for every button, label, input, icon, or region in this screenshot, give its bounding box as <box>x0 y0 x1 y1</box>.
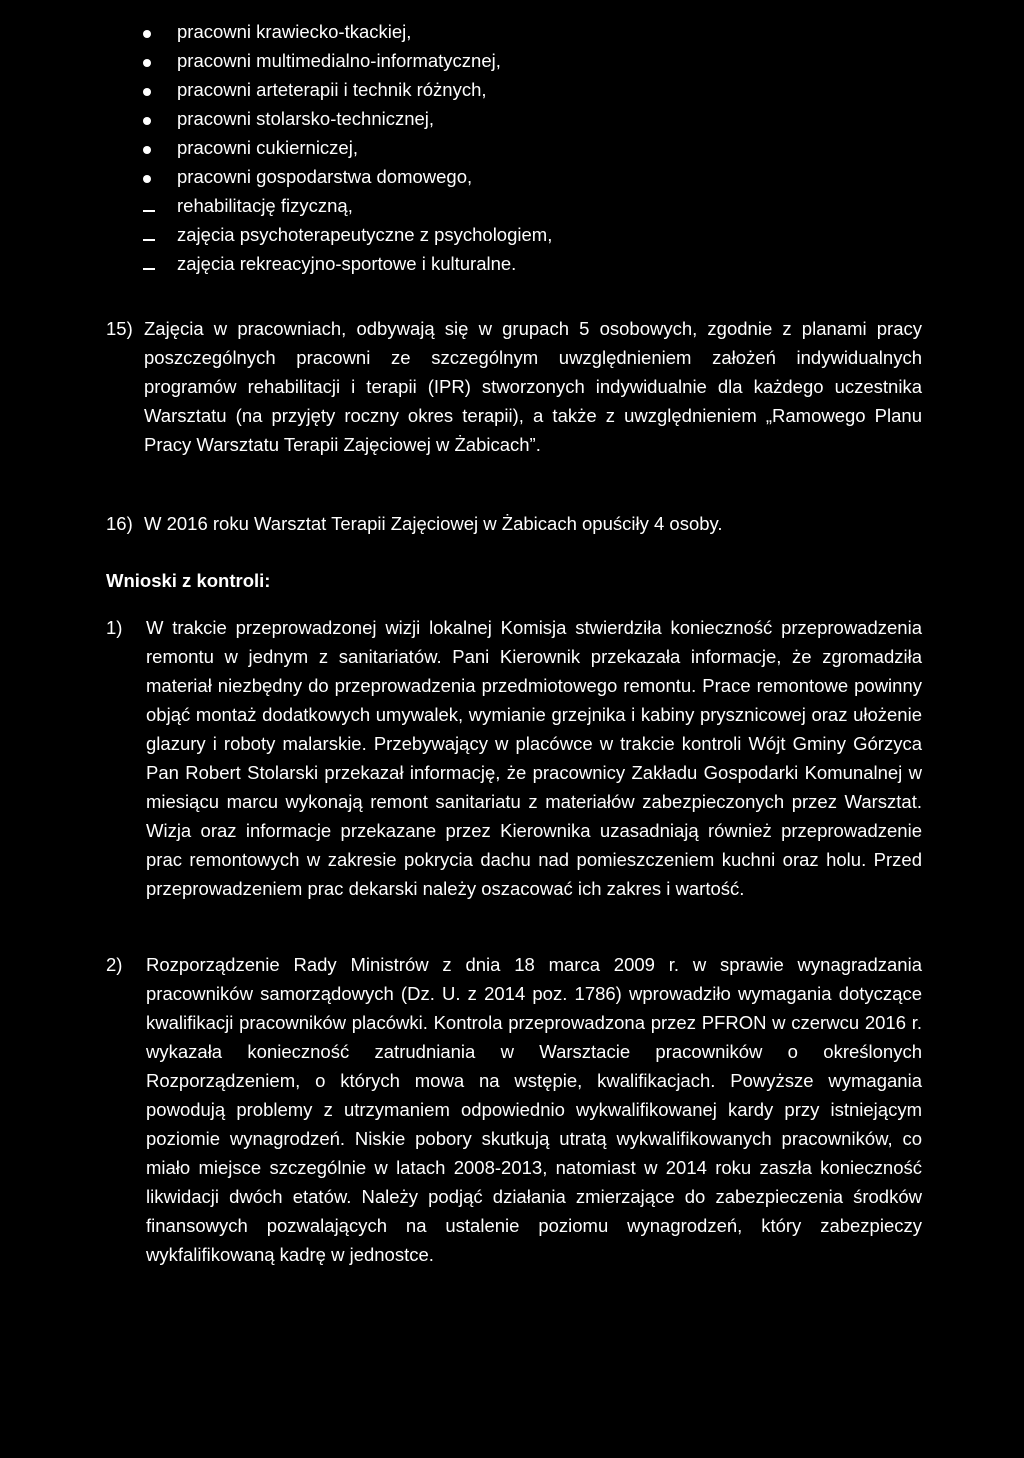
point-text: W 2016 roku Warsztat Terapii Zajęciowej w Żabicach opuściły 4 osoby. <box>144 513 723 534</box>
list-item <box>0 133 1024 162</box>
list-item <box>0 104 1024 133</box>
bullet-icon <box>143 46 163 75</box>
point-15 <box>106 314 922 459</box>
bullet-icon <box>143 162 163 191</box>
conclusion-2 <box>106 950 922 1269</box>
conclusion-text: Rozporządzenie Rady Ministrów z dnia 18 marca 2009 r. w sprawie wynagradzania pracowników samorządowych (Dz. U. z 2014 poz. 1786) wprowadziło wymagania dotyczące kwalifikacji pracowników placówki. Kontrola przeprowadzona przez PFRON w czerwcu 2016 r. wykazała konieczność zatrudniania w Warsztacie pracowników o określonych Rozporządzeniem, o których mowa na wstępie, kwalifikacjach. Powyższe wymagania powodują problemy z utrzymaniem odpowiednio wykwalifikowanej kardy przy istniejącym poziomie wynagrodzeń. Niskie pobory skutkują utratą wykwalifikowanych pracowników, co miało miejsce szczególnie w latach 2008-2013, natomiast w 2014 roku zaszła konieczność likwidacji dwóch etatów. Należy podjąć działania zmierzające do zabezpieczenia środków finansowych pozwalających na ustalenie poziomu wynagrodzeń, który zabezpieczy wykfalifikowaną kadrę w jednostce. <box>146 954 922 1265</box>
list-item-text: pracowni multimedialno-informatycznej, <box>177 50 501 71</box>
conclusion-number: 2) <box>106 954 123 975</box>
point-number: 15) <box>106 318 133 339</box>
conclusion-number: 1) <box>106 617 123 638</box>
bullet-icon <box>143 17 163 46</box>
conclusions-heading: Wnioski z kontroli: <box>106 570 271 591</box>
list-item-text: pracowni gospodarstwa domowego, <box>177 166 473 187</box>
list-item-text: pracowni stolarsko-technicznej, <box>177 108 435 129</box>
point-number: 16) <box>106 513 133 534</box>
list-item <box>0 191 1024 220</box>
list-item <box>0 220 1024 249</box>
bullet-icon <box>143 104 163 133</box>
bullet-icon <box>143 133 163 162</box>
dash-icon <box>143 220 163 249</box>
point-16 <box>106 509 922 538</box>
point-text: Zajęcia w pracowniach, odbywają się w grupach 5 osobowych, zgodnie z planami pracy poszczególnych pracowni ze szczególnym uwzględnieniem założeń indywidualnych programów rehabilitacji i terapii (IPR) stworzonych indywidualnie dla każdego uczestnika Warsztatu (na przyjęty roczny okres terapii), a także z uwzględnieniem „Ramowego Planu Pracy Warsztatu Terapii Zajęciowej w Żabicach”. <box>144 318 922 455</box>
list-item-text: pracowni krawiecko-tkackiej, <box>177 21 412 42</box>
list-item <box>0 17 1024 46</box>
bullet-icon <box>143 75 163 104</box>
list-item-text: zajęcia psychoterapeutyczne z psychologiem, <box>177 224 553 245</box>
list-item <box>0 249 1024 278</box>
list-item <box>0 162 1024 191</box>
list-item <box>0 46 1024 75</box>
conclusion-text: W trakcie przeprowadzonej wizji lokalnej Komisja stwierdziła konieczność przeprowadzenia remontu w jednym z sanitariatów. Pani Kierownik przekazała informacje, że zgromadziła materiał niezbędny do przeprowadzenia przedmiotowego remontu. Prace remontowe powinny objąć montaż dodatkowych umywalek, wymianie grzejnika i kabiny prysznicowej oraz ułożenie glazury i roboty malarskie. Przebywający w placówce w trakcie kontroli Wójt Gminy Górzyca Pan Robert Stolarski przekazał informację, że pracownicy Zakładu Gospodarki Komunalnej w miesiącu marcu wykonają remont sanitariatu z materiałów zabezpieczonych przez Warsztat. Wizja oraz informacje przekazane przez Kierownika uzasadniają również przeprowadzenie prac remontowych w zakresie pokrycia dachu nad pomieszczeniem kuchni oraz holu. Przed przeprowadzeniem prac dekarski należy oszacować ich zakres i wartość. <box>146 617 922 899</box>
list-item-text: pracowni cukierniczej, <box>177 137 358 158</box>
list-item <box>0 75 1024 104</box>
list-item-text: pracowni arteterapii i technik różnych, <box>177 79 487 100</box>
list-item-text: rehabilitację fizyczną, <box>177 195 353 216</box>
dash-icon <box>143 191 163 220</box>
dash-icon <box>143 249 163 278</box>
activity-list <box>0 17 1024 278</box>
conclusion-1 <box>106 613 922 903</box>
list-item-text: zajęcia rekreacyjno-sportowe i kulturalne. <box>177 253 517 274</box>
